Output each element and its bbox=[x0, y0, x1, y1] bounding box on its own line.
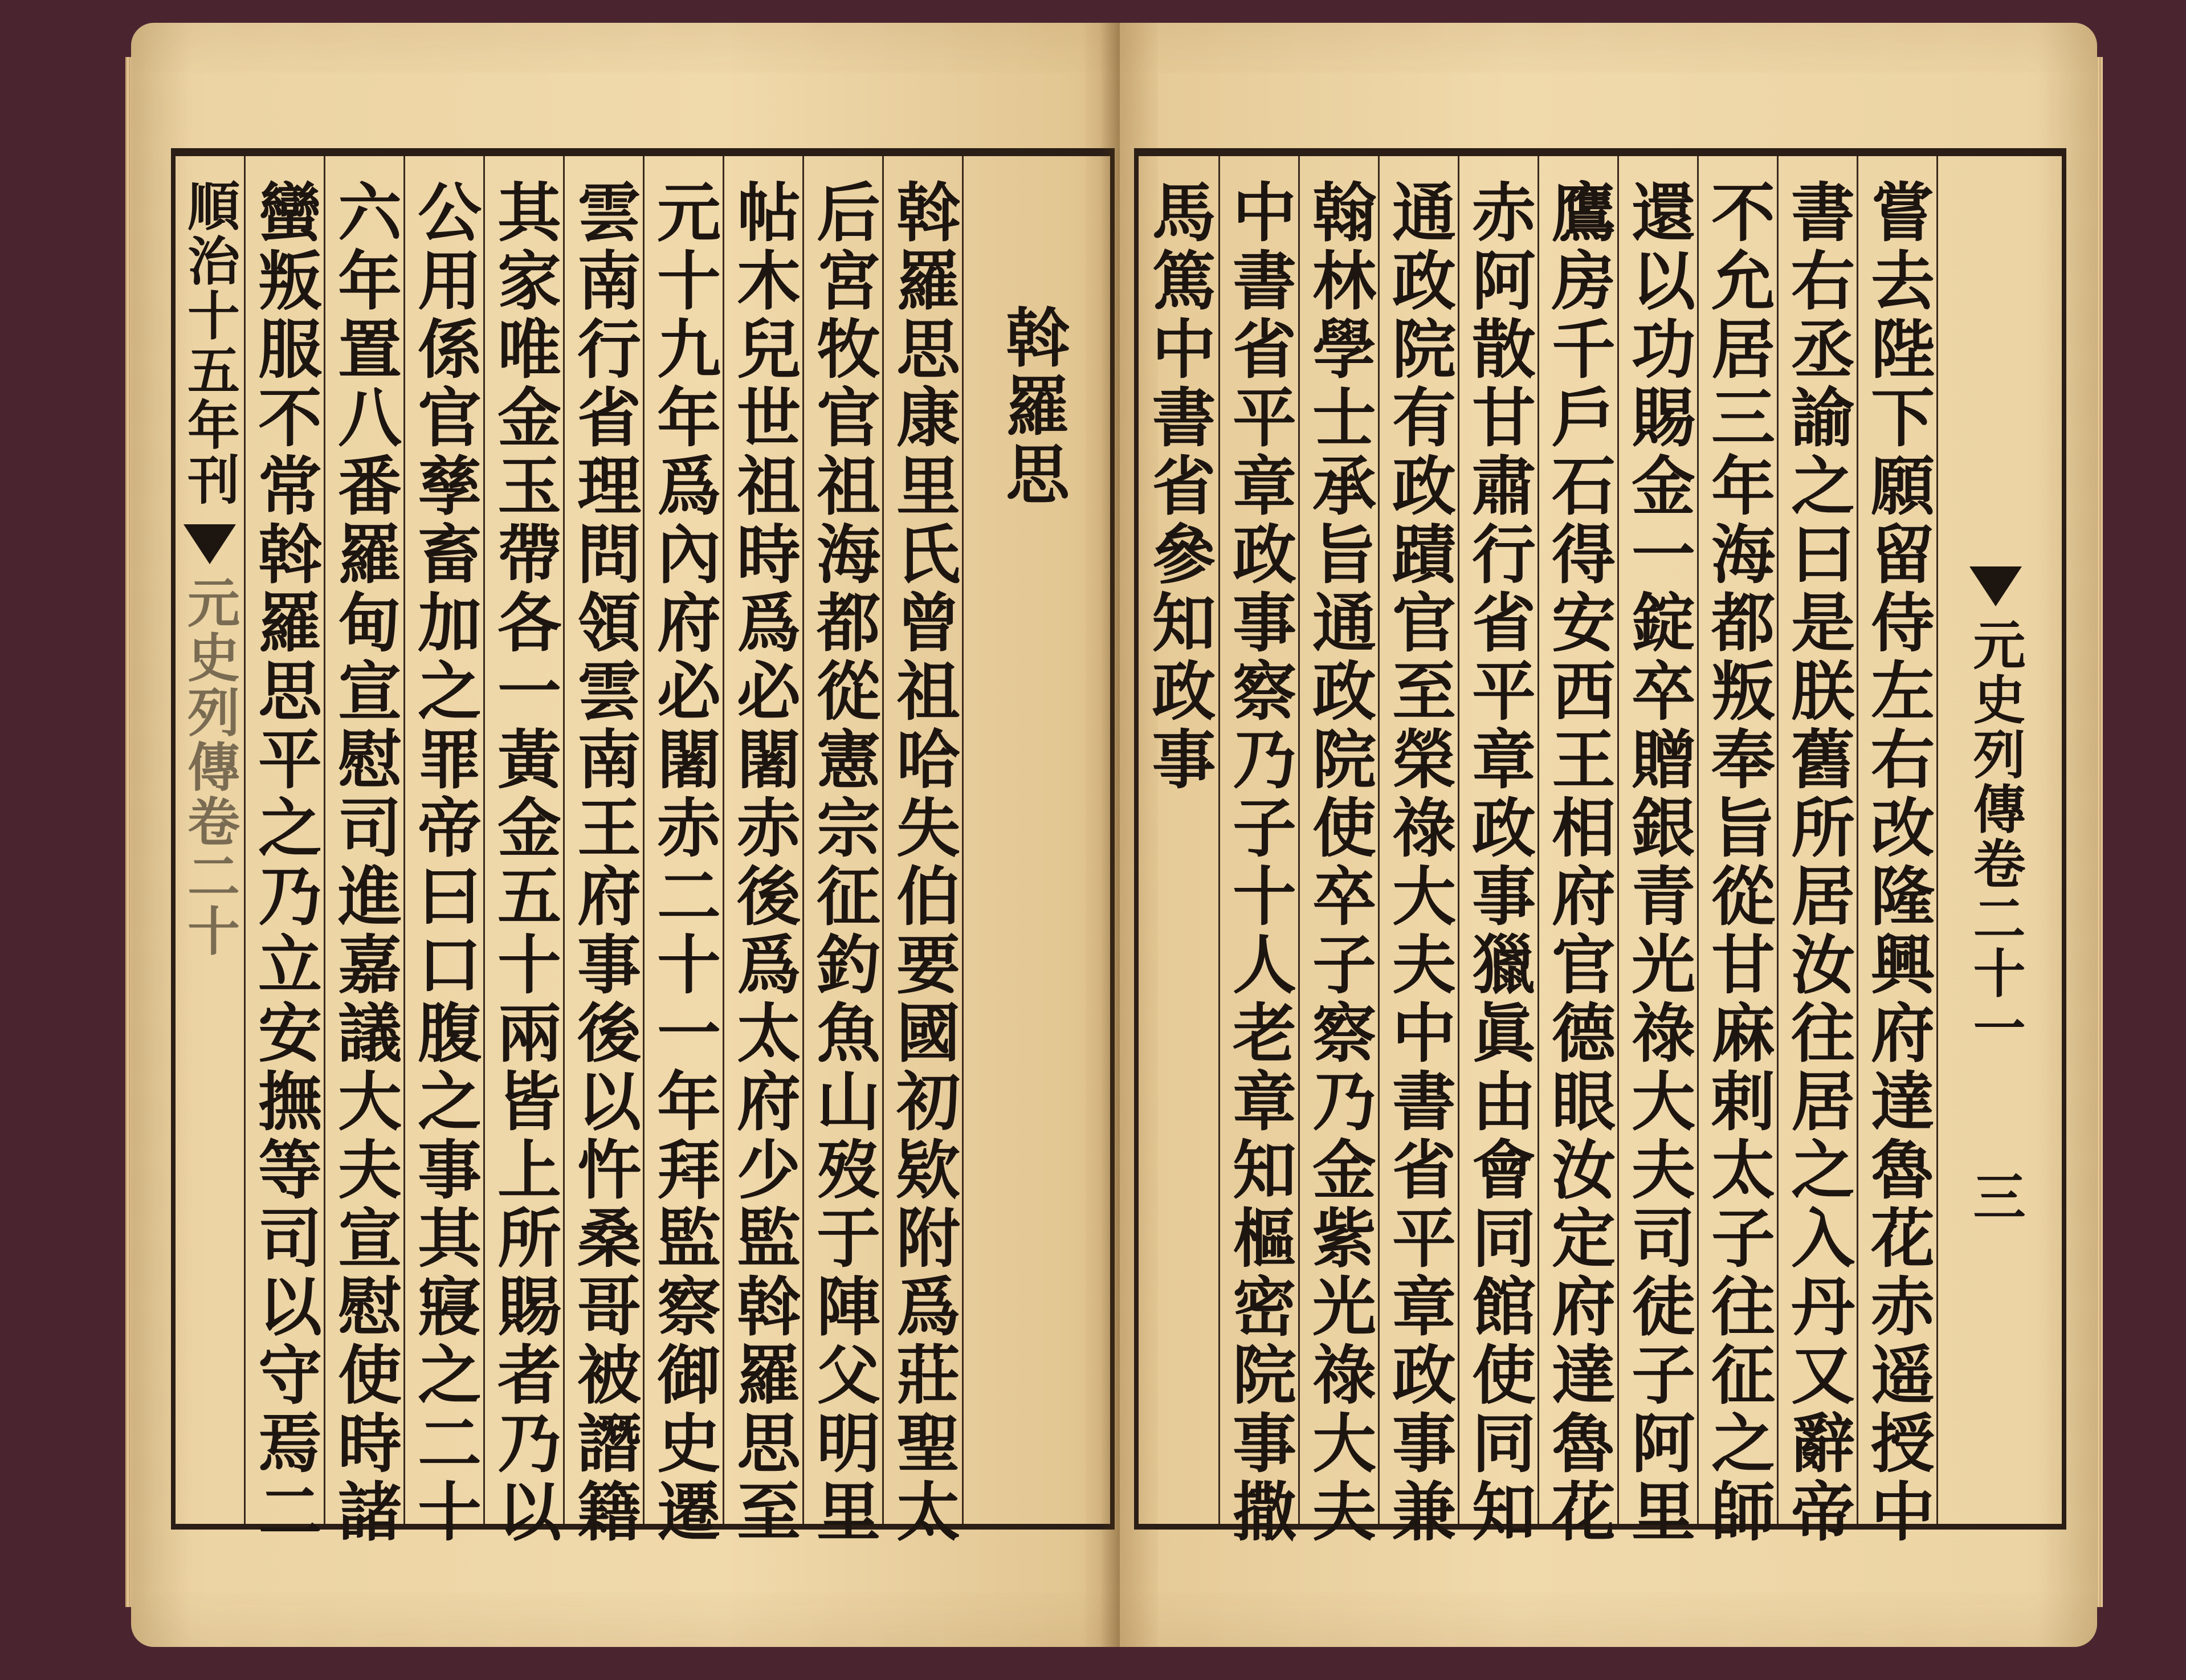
text-column-9 bbox=[244, 156, 324, 1547]
column-text: 公用係官孳畜加之罪帝曰口腹之事其寢之二十 bbox=[407, 179, 482, 1547]
text-column-10 bbox=[1139, 156, 1218, 1524]
open-book bbox=[131, 23, 2097, 1647]
text-column-6 bbox=[1458, 156, 1537, 1547]
text-column-7 bbox=[1378, 156, 1458, 1547]
biography-heading-column bbox=[962, 156, 1101, 1524]
text-column-4 bbox=[1617, 156, 1697, 1547]
edge-title: 元史列傳卷二十 bbox=[179, 576, 240, 959]
text-column-6 bbox=[483, 156, 563, 1547]
right-page bbox=[1120, 23, 2097, 1647]
text-column-9 bbox=[1218, 156, 1298, 1547]
column-text: 翰林學士承旨通政院使卒子察乃金紫光祿大夫 bbox=[1302, 179, 1377, 1547]
column-text: 六年置八番羅甸宣慰司進嘉議大夫宣慰使時諸 bbox=[327, 179, 402, 1547]
fish-tail-mark-icon bbox=[1969, 566, 2022, 606]
left-page-frame bbox=[171, 148, 1115, 1547]
volume-title: 元史列傳卷二十一 bbox=[1964, 618, 2026, 1055]
column-text: 馬篤中書省參知政事 bbox=[1141, 179, 1216, 794]
text-column-8 bbox=[324, 156, 403, 1547]
column-text: 還以功賜金一錠卒贈銀青光祿大夫司徒子阿里 bbox=[1621, 179, 1696, 1547]
page-number: 三 bbox=[1964, 1169, 2026, 1224]
column-text: 雲南行省理問領雲南王府事後以忤桑哥被譖籍 bbox=[566, 179, 642, 1547]
biography-heading: 斡羅思 bbox=[995, 304, 1070, 509]
fish-tail-mark-icon bbox=[183, 524, 236, 564]
column-text: 后宮牧官祖海都從憲宗征釣魚山歿于陣父明里 bbox=[806, 179, 881, 1547]
column-text: 蠻叛服不常斡羅思平之乃立安撫等司以守焉二 bbox=[247, 179, 323, 1547]
column-text: 書右丞諭之曰是朕舊所居汝往居之入丹又辭帝 bbox=[1780, 179, 1855, 1547]
right-page-margin bbox=[1936, 156, 2053, 1524]
column-text: 赤阿散甘肅行省平章政事獵眞由會同館使同知 bbox=[1461, 179, 1536, 1547]
text-column-7 bbox=[403, 156, 483, 1547]
column-text: 其家唯金玉帶各一黃金五十兩皆上所賜者乃以 bbox=[487, 179, 562, 1547]
text-column-3 bbox=[723, 156, 802, 1547]
left-page-margin bbox=[176, 156, 244, 1524]
column-text: 中書省平章政事察乃子十人老章知樞密院事撒 bbox=[1222, 179, 1297, 1547]
column-text: 通政院有政蹟官至榮祿大夫中書省平章政事兼 bbox=[1381, 179, 1457, 1547]
text-column-3 bbox=[1697, 156, 1777, 1547]
text-column-4 bbox=[643, 156, 723, 1547]
column-text: 鷹房千戶石得安西王相府官德眼汝定府達魯花 bbox=[1541, 179, 1616, 1547]
text-column-2 bbox=[1777, 156, 1857, 1547]
text-column-1 bbox=[1857, 156, 1936, 1547]
publication-date: 順治十五年刊 bbox=[179, 179, 240, 507]
column-text: 元十九年爲內府必闍赤二十一年拜監察御史遷 bbox=[646, 179, 721, 1547]
text-column-2 bbox=[802, 156, 882, 1547]
text-column-5 bbox=[1537, 156, 1617, 1547]
right-page-frame bbox=[1134, 148, 2066, 1547]
left-page bbox=[131, 23, 1120, 1647]
column-text: 嘗去陛下願留侍左右改隆興府達魯花赤遥授中 bbox=[1860, 179, 1935, 1547]
text-column-8 bbox=[1298, 156, 1378, 1547]
column-text: 帖木兒世祖時爲必闍赤後爲太府少監斡羅思至 bbox=[726, 179, 801, 1547]
column-text: 斡羅思康里氏曾祖哈失伯要國初欵附爲莊聖太 bbox=[886, 179, 961, 1547]
text-column-1 bbox=[882, 156, 962, 1547]
text-column-5 bbox=[563, 156, 643, 1547]
column-text: 不允居三年海都叛奉旨從甘麻剌太子往征之師 bbox=[1700, 179, 1776, 1547]
